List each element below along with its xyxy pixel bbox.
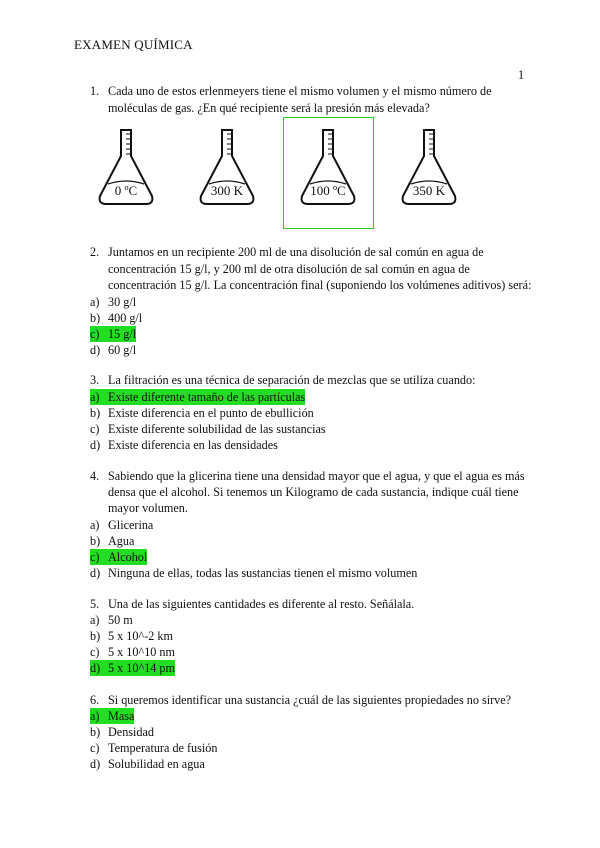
option-text: 5 x 10^14 pm: [108, 661, 175, 675]
answer-option-c-selected[interactable]: [90, 326, 136, 342]
question-number: 3.: [90, 373, 100, 387]
flask-0c[interactable]: [94, 124, 158, 212]
question-number: 4.: [90, 469, 100, 483]
option-letter: b): [90, 725, 101, 739]
option-letter: d): [90, 757, 101, 771]
document-title: EXAMEN QUÍMICA: [74, 37, 193, 52]
question-text-line: Una de las siguientes cantidades es diferente al resto. Señálala.: [108, 597, 415, 611]
question-text-line: mayor volumen.: [108, 501, 188, 515]
option-text: 15 g/l: [108, 327, 137, 341]
answer-option-a-selected[interactable]: [90, 389, 305, 405]
answer-option-d[interactable]: [90, 342, 136, 358]
answer-option-a[interactable]: [90, 294, 136, 310]
option-text: Existe diferente solubilidad de las sustancias: [108, 422, 326, 436]
flask-label: 0 ºC: [114, 183, 138, 198]
option-text: 400 g/l: [108, 311, 143, 325]
option-letter: d): [90, 661, 101, 675]
question-text-line: Juntamos en un recipiente 200 ml de una disolución de sal común en agua de: [108, 245, 484, 259]
option-text: Temperatura de fusión: [108, 741, 218, 755]
option-letter: a): [90, 518, 100, 532]
question-text-line: concentración 15 g/l. La concentración final (suponiendo los volúmenes aditivos) será:: [108, 278, 532, 292]
option-letter: d): [90, 566, 101, 580]
question-number: 5.: [90, 597, 100, 611]
flask-100c[interactable]: [296, 124, 360, 212]
option-text: Existe diferente tamaño de las partículas: [108, 390, 306, 404]
option-text: Solubilidad en agua: [108, 757, 205, 771]
option-text: 5 x 10^10 nm: [108, 645, 175, 659]
question-text-line: La filtración es una técnica de separación de mezclas que se utiliza cuando:: [108, 373, 476, 387]
flask-300k[interactable]: [195, 124, 259, 212]
option-letter: c): [90, 741, 100, 755]
option-letter: c): [90, 422, 100, 436]
answer-option-c[interactable]: [90, 644, 175, 660]
question-text-line: Si queremos identificar una sustancia ¿cuál de las siguientes propiedades no sirve?: [108, 693, 512, 707]
question-number: 1.: [90, 84, 100, 98]
option-text: Glicerina: [108, 518, 154, 532]
answer-option-b[interactable]: [90, 533, 134, 549]
page-number: 1: [518, 68, 525, 82]
option-letter: c): [90, 645, 100, 659]
answer-option-b[interactable]: [90, 628, 173, 644]
option-text: 50 m: [108, 613, 133, 627]
option-letter: b): [90, 311, 101, 325]
answer-option-d-selected[interactable]: [90, 660, 175, 676]
option-text: Masa: [108, 709, 135, 723]
question-text-line: Cada uno de estos erlenmeyers tiene el mismo volumen y el mismo número de: [108, 84, 492, 98]
option-letter: d): [90, 343, 101, 357]
option-text: 60 g/l: [108, 343, 137, 357]
option-letter: a): [90, 613, 100, 627]
option-text: 30 g/l: [108, 295, 137, 309]
option-letter: a): [90, 390, 100, 404]
option-text: Densidad: [108, 725, 155, 739]
answer-option-c[interactable]: [90, 421, 326, 437]
option-text: Ninguna de ellas, todas las sustancias tienen el mismo volumen: [108, 566, 418, 580]
answer-option-d[interactable]: [90, 565, 417, 581]
flask-label: 300 K: [210, 183, 244, 198]
question-number: 2.: [90, 245, 100, 259]
question-text-line: densa que el alcohol. Si tenemos un Kilogramo de cada sustancia, indique cuál tiene: [108, 485, 519, 499]
option-text: Alcohol: [108, 550, 148, 564]
answer-option-d[interactable]: [90, 756, 205, 772]
question-text-line: concentración 15 g/l, y 200 ml de otra disolución de sal común en agua de: [108, 262, 470, 276]
answer-option-d[interactable]: [90, 437, 278, 453]
option-letter: b): [90, 534, 101, 548]
flask-label: 350 K: [412, 183, 446, 198]
answer-option-b[interactable]: [90, 310, 142, 326]
question-text-line: Sabiendo que la glicerina tiene una densidad mayor que el agua, y que el agua es más: [108, 469, 525, 483]
question-number: 6.: [90, 693, 100, 707]
question-text-line: moléculas de gas. ¿En qué recipiente será la presión más elevada?: [108, 101, 430, 115]
option-text: Existe diferencia en las densidades: [108, 438, 278, 452]
answer-option-c-selected[interactable]: [90, 549, 147, 565]
option-text: Agua: [108, 534, 135, 548]
option-letter: d): [90, 438, 101, 452]
answer-option-c[interactable]: [90, 740, 217, 756]
answer-option-b[interactable]: [90, 405, 314, 421]
flask-label: 100 ºC: [310, 183, 346, 198]
option-letter: c): [90, 550, 100, 564]
option-letter: a): [90, 295, 100, 309]
option-letter: b): [90, 629, 101, 643]
option-letter: b): [90, 406, 101, 420]
option-letter: c): [90, 327, 100, 341]
option-text: Existe diferencia en el punto de ebullición: [108, 406, 314, 420]
answer-option-a[interactable]: [90, 612, 133, 628]
answer-option-a-selected[interactable]: [90, 708, 134, 724]
answer-option-a[interactable]: [90, 517, 153, 533]
option-letter: a): [90, 709, 100, 723]
option-text: 5 x 10^-2 km: [108, 629, 173, 643]
flask-350k[interactable]: [397, 124, 461, 212]
answer-option-b[interactable]: [90, 724, 154, 740]
